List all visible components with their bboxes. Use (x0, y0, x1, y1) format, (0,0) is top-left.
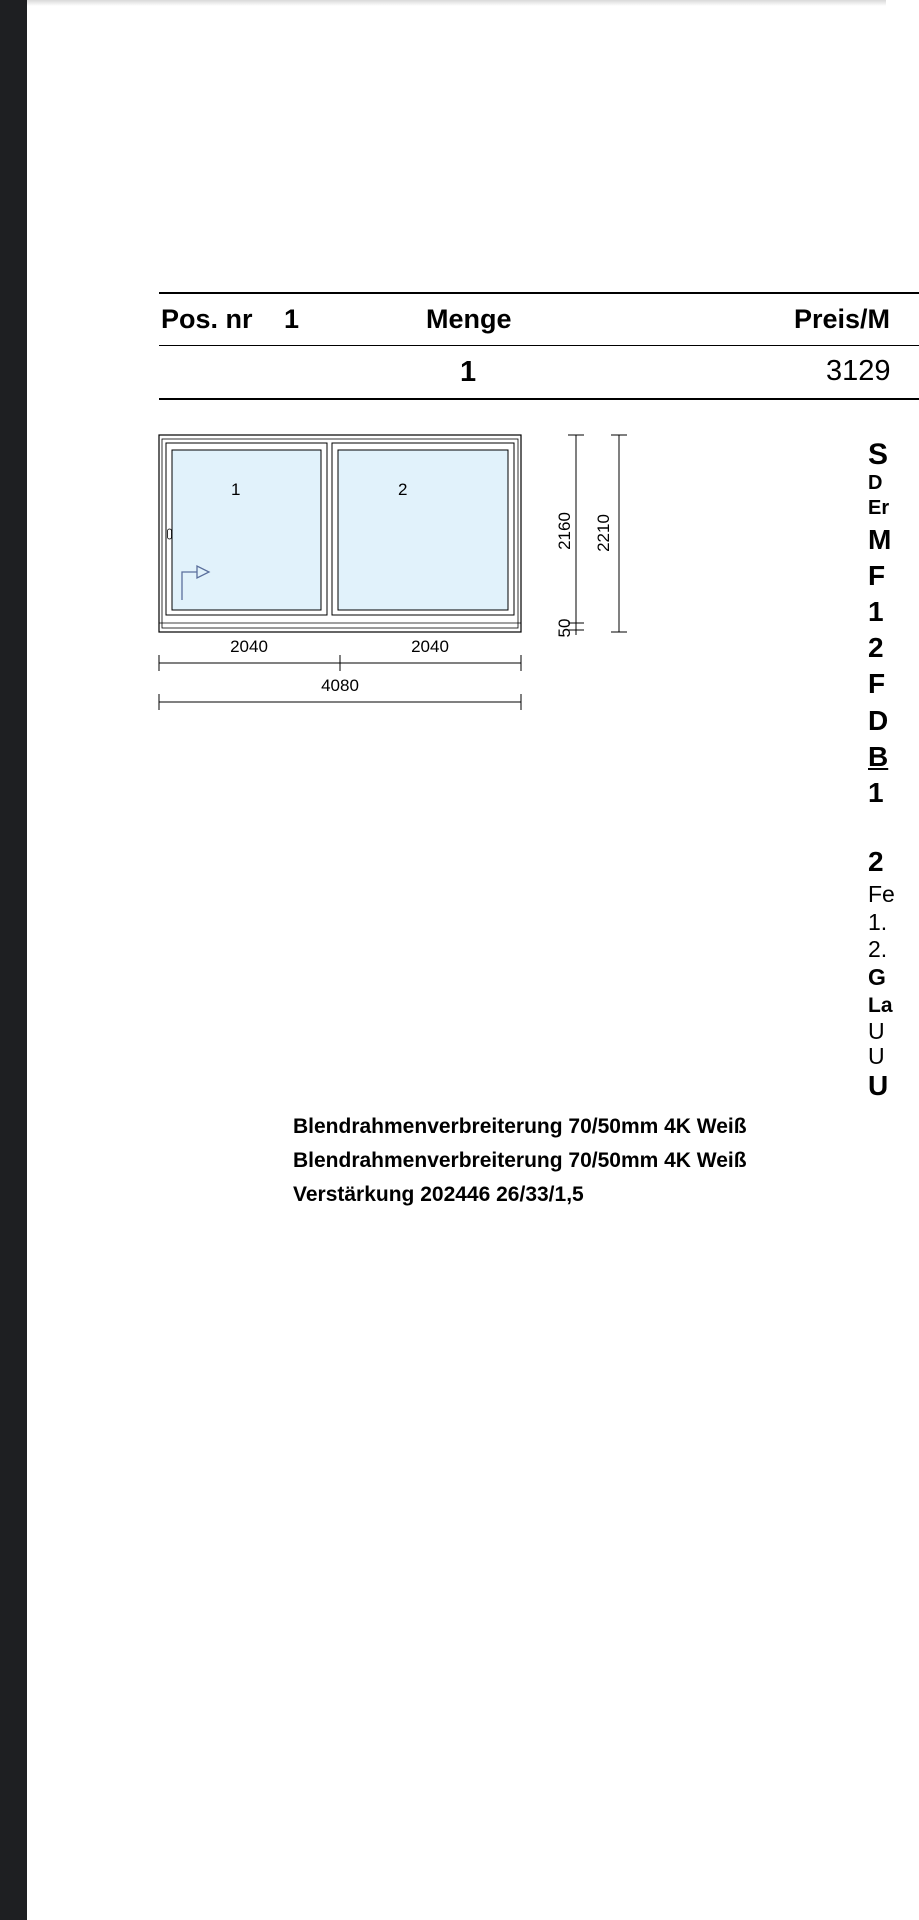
note-line: Verstärkung 202446 26/33/1,5 (293, 1183, 584, 1206)
side-line: S (868, 438, 889, 471)
side-line: D (868, 472, 883, 494)
width-left-label: 2040 (230, 637, 268, 656)
document-page (27, 0, 895, 1920)
side-line: La (868, 994, 893, 1017)
sash-number-2: 2 (398, 480, 408, 499)
side-line: U (868, 1043, 885, 1069)
preis-label: Preis/M (794, 304, 891, 334)
side-line: Fe (868, 881, 895, 907)
viewer-sidebar (0, 0, 27, 1920)
height-sill-label: 50 (555, 618, 574, 638)
side-line: U (868, 1070, 889, 1101)
pos-label: Pos. nr (161, 304, 253, 334)
window-drawing (147, 425, 627, 715)
table-top-rule (159, 292, 919, 294)
preis-value: 3129 (826, 355, 891, 387)
side-line: 2. (868, 936, 888, 962)
note-line: Blendrahmenverbreiterung 70/50mm 4K Weiß (293, 1115, 747, 1138)
side-line: F (868, 668, 886, 699)
width-total-label: 4080 (321, 676, 359, 695)
width-right-label: 2040 (411, 637, 449, 656)
height-total-label: 2210 (594, 514, 613, 552)
menge-value: 1 (460, 356, 477, 388)
glass-right (338, 450, 508, 610)
glass-left (172, 450, 321, 610)
menge-label: Menge (426, 304, 512, 334)
table-bottom-rule (159, 398, 919, 400)
side-line: G (868, 964, 886, 990)
side-line: U (868, 1018, 885, 1044)
side-line: 2 (868, 846, 884, 877)
side-line: F (868, 560, 886, 591)
side-line: 1. (868, 909, 888, 935)
table-header-rule (159, 345, 919, 346)
note-line: Blendrahmenverbreiterung 70/50mm 4K Weiß (293, 1149, 747, 1172)
side-line: 1 (868, 596, 884, 627)
handle-icon (168, 529, 172, 539)
pos-value: 1 (284, 304, 300, 334)
side-line: M (868, 524, 892, 555)
side-line: B (868, 741, 889, 772)
side-line: Er (868, 497, 890, 519)
sash-number-1: 1 (231, 480, 241, 499)
height-sash-label: 2160 (555, 512, 574, 550)
side-line: 1 (868, 777, 884, 808)
side-line: D (868, 705, 889, 736)
side-line: 2 (868, 632, 884, 663)
